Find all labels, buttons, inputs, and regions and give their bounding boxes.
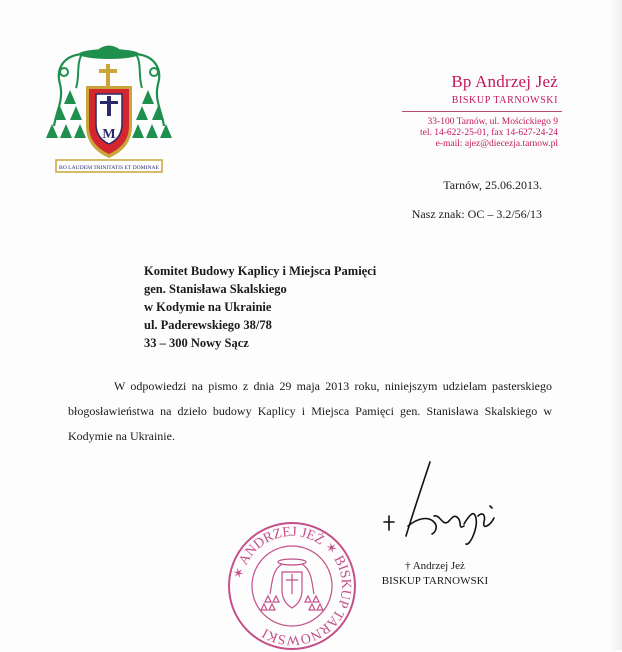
letterhead-title: BISKUP TARNOWSKI	[451, 95, 558, 106]
letterhead-contact	[420, 117, 558, 150]
stamp-coat-icon	[261, 559, 323, 610]
letterhead-email: e-mail: ajez@diecezja.tarnow.pl	[435, 139, 558, 149]
letterhead-divider	[402, 111, 562, 112]
coat-motto: BO LAUDEM TRINITATIS ET DOMINAE	[58, 165, 160, 171]
coat-of-arms-icon	[42, 40, 176, 180]
page-edge-shadow	[610, 0, 622, 650]
svg-text:M: M	[102, 127, 116, 142]
letterhead-name: Bp Andrzej Jeż	[451, 72, 558, 91]
recipient-line: ul. Paderewskiego 38/78	[144, 318, 272, 332]
stamp-text: ✶ ANDRZEJ JEŻ ✶ BISKUP TARNOWSKI	[231, 524, 354, 648]
letterhead-phone: tel. 14-622-25-01, fax 14-627-24-24	[420, 128, 558, 138]
letterhead-address: 33-100 Tarnów, ul. Mościckiego 9	[427, 117, 558, 127]
official-stamp	[226, 520, 358, 652]
recipient-address	[144, 262, 376, 352]
signer-name: † Andrzej Jeż	[405, 560, 465, 572]
recipient-line: Komitet Budowy Kaplicy i Miejsca Pamięci	[144, 264, 377, 278]
recipient-line: gen. Stanisława Skalskiego	[144, 282, 287, 296]
recipient-line: 33 – 300 Nowy Sącz	[144, 336, 249, 350]
letter-body: W odpowiedzi na pismo z dnia 29 maja 2013 roku, niniejszym udzielam pasterskiego błogosławieństwa na dzieło budowy Kaplicy i Miejsca Pamięci gen. Stanisława Skalskiego w Kodymie na Ukrainie.	[68, 379, 552, 443]
recipient-line: w Kodymie na Ukrainie	[144, 300, 272, 314]
signer-title: BISKUP TARNOWSKI	[381, 575, 489, 587]
letter-date: Tarnów, 25.06.2013.	[443, 178, 542, 192]
handwritten-signature	[378, 456, 508, 552]
reference-number: Nasz znak: OC – 3.2/56/13	[411, 207, 542, 221]
signer-block	[370, 559, 500, 589]
letterhead	[451, 72, 558, 106]
